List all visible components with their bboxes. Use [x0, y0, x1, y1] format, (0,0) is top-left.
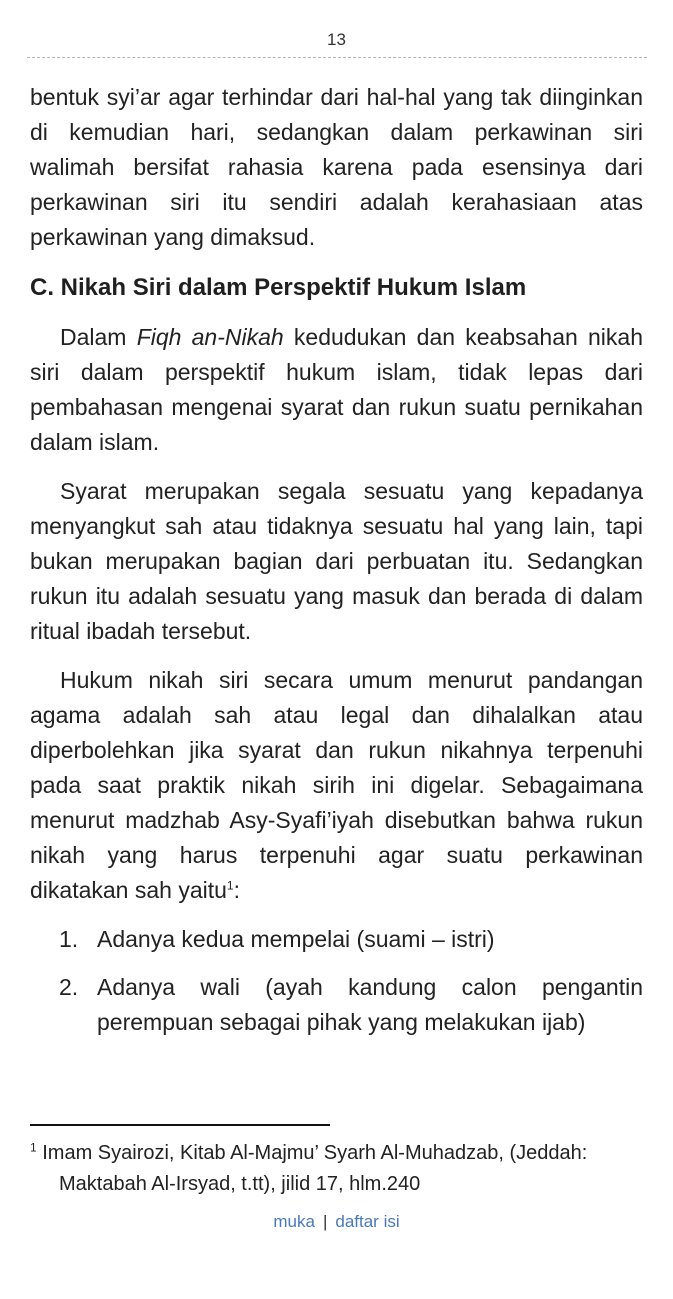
paragraph-fiqh-rest: kedudukan dan keabsahan nikah siri dalam perspektif hukum islam, tidak lepas dari pembahasan mengenai syarat dan rukun suatu pernikahan dalam islam. — [30, 324, 643, 455]
paragraph-hukum-colon: : — [233, 877, 240, 903]
section-heading: C. Nikah Siri dalam Perspektif Hukum Islam — [30, 274, 527, 301]
paragraph-hukum-text: Hukum nikah siri secara umum menurut pandangan agama adalah sah atau legal dan dihalalkan atau diperbolehkan jika syarat dan rukun nikahnya terpenuhi pada saat praktik nikah sirih ini digelar. Sebagaimana menurut madzhab Asy-Syafi’iyah disebutkan bahwa rukun nikah yang harus terpenuhi agar suatu perkawinan dikatakan sah yaitu — [30, 667, 643, 903]
list-item-number: 1. — [59, 926, 79, 952]
paragraph-fiqh-intro: Dalam — [60, 324, 137, 350]
book-title-italic: Fiqh an-Nikah — [136, 324, 284, 350]
footnote-citation: Imam Syairozi, Kitab Al-Majmu’ Syarh Al-Muhadzab, (Jeddah: — [36, 1142, 588, 1164]
list-item-text: Adanya kedua mempelai (suami – istri) — [97, 926, 495, 952]
footnote-divider — [30, 1124, 330, 1126]
footer-navigation — [0, 1212, 673, 1232]
rukun-list — [30, 922, 643, 1040]
list-item-number: 2. — [59, 974, 79, 1000]
table-of-contents-link[interactable]: daftar isi — [335, 1212, 400, 1231]
list-item-text: Adanya wali (ayah kandung calon pengantin perempuan sebagai pihak yang melakukan ijab) — [97, 974, 643, 1035]
page-body — [30, 80, 643, 1053]
list-item — [30, 970, 643, 1040]
paragraph-fiqh — [30, 320, 643, 460]
nav-separator: | — [322, 1212, 328, 1231]
paragraph-walimah: bentuk syi’ar agar terhindar dari hal-hal yang tak diinginkan di kemudian hari, sedangkan dalam perkawinan siri walimah bersifat rahasia karena pada esensinya dari perkawinan siri itu sendiri adalah kerahasiaan atas perkawinan yang dimaksud. — [30, 84, 643, 250]
page-number: 13 — [327, 30, 346, 49]
footnote-line-2: Maktabah Al-Irsyad, t.tt), jilid 17, hlm.240 — [59, 1173, 421, 1195]
footnote-marker: 1 — [30, 1140, 37, 1155]
home-link[interactable]: muka — [273, 1212, 315, 1231]
list-item — [30, 922, 643, 957]
footnote — [30, 1138, 643, 1200]
header-divider — [27, 57, 647, 58]
footnote-line-1 — [30, 1138, 643, 1169]
paragraph-hukum — [30, 663, 643, 908]
paragraph-syarat: Syarat merupakan segala sesuatu yang kepadanya menyangkut sah atau tidaknya sesuatu hal yang lain, tapi bukan merupakan bagian dari perbuatan itu. Sedangkan rukun itu adalah sesuatu yang masuk dan berada di dalam ritual ibadah tersebut. — [30, 478, 643, 644]
footnote-reference[interactable]: 1 — [226, 878, 234, 893]
